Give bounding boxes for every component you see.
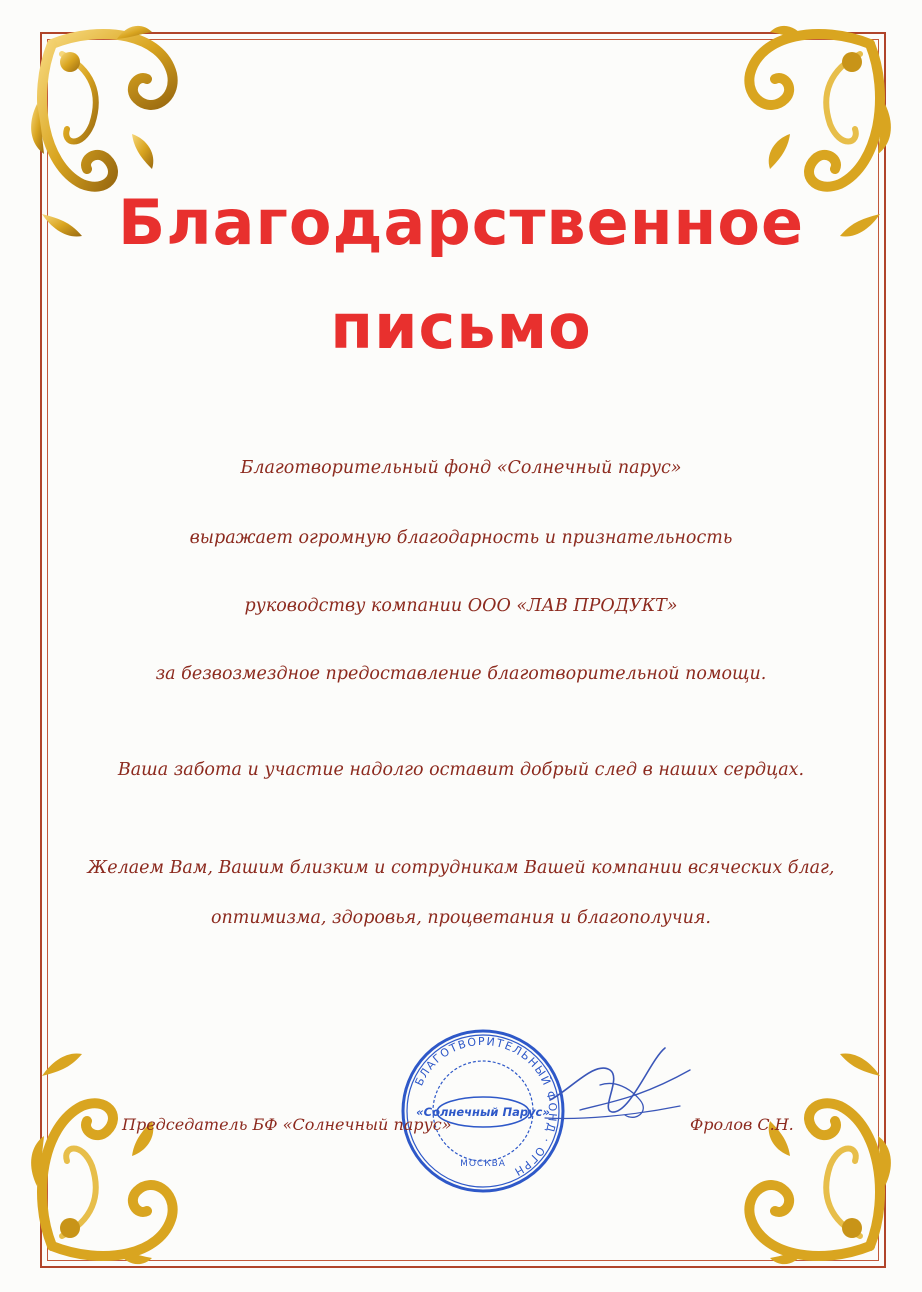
stamp-city-text: МОСКВА: [460, 1159, 506, 1169]
body-line-7: оптимизма, здоровья, процветания и благополучия.: [210, 908, 711, 928]
ornament-bottom-left-icon: [22, 1036, 182, 1276]
body-line-1: Благотворительный фонд «Солнечный парус»: [240, 458, 682, 478]
ornament-bottom-right-icon: [740, 1036, 900, 1276]
stamp-center-text: «Солнечный Парус»: [416, 1105, 550, 1119]
signatory-position: Председатель БФ «Солнечный парус»: [122, 1115, 452, 1134]
handwritten-signature: [540, 1040, 710, 1130]
title-line-2: письмо: [330, 290, 592, 363]
title-line-1: Благодарственное: [117, 186, 805, 259]
body-line-6: Желаем Вам, Вашим близким и сотрудникам Вашей компании всяческих благ,: [87, 858, 835, 878]
body-line-2: выражает огромную благодарность и признательность: [189, 528, 733, 548]
body-line-4: за безвозмездное предоставление благотворительной помощи.: [155, 664, 767, 684]
body-line-5: Ваша забота и участие надолго оставит добрый след в наших сердцах.: [117, 760, 805, 780]
stamp-outer-text: БЛАГОТВОРИТЕЛЬНЫЙ ФОНД · ОГРН: [412, 1034, 560, 1179]
body-line-3: руководству компании ООО «ЛАВ ПРОДУКТ»: [244, 596, 678, 616]
signatory-name: Фролов С.Н.: [690, 1115, 794, 1134]
